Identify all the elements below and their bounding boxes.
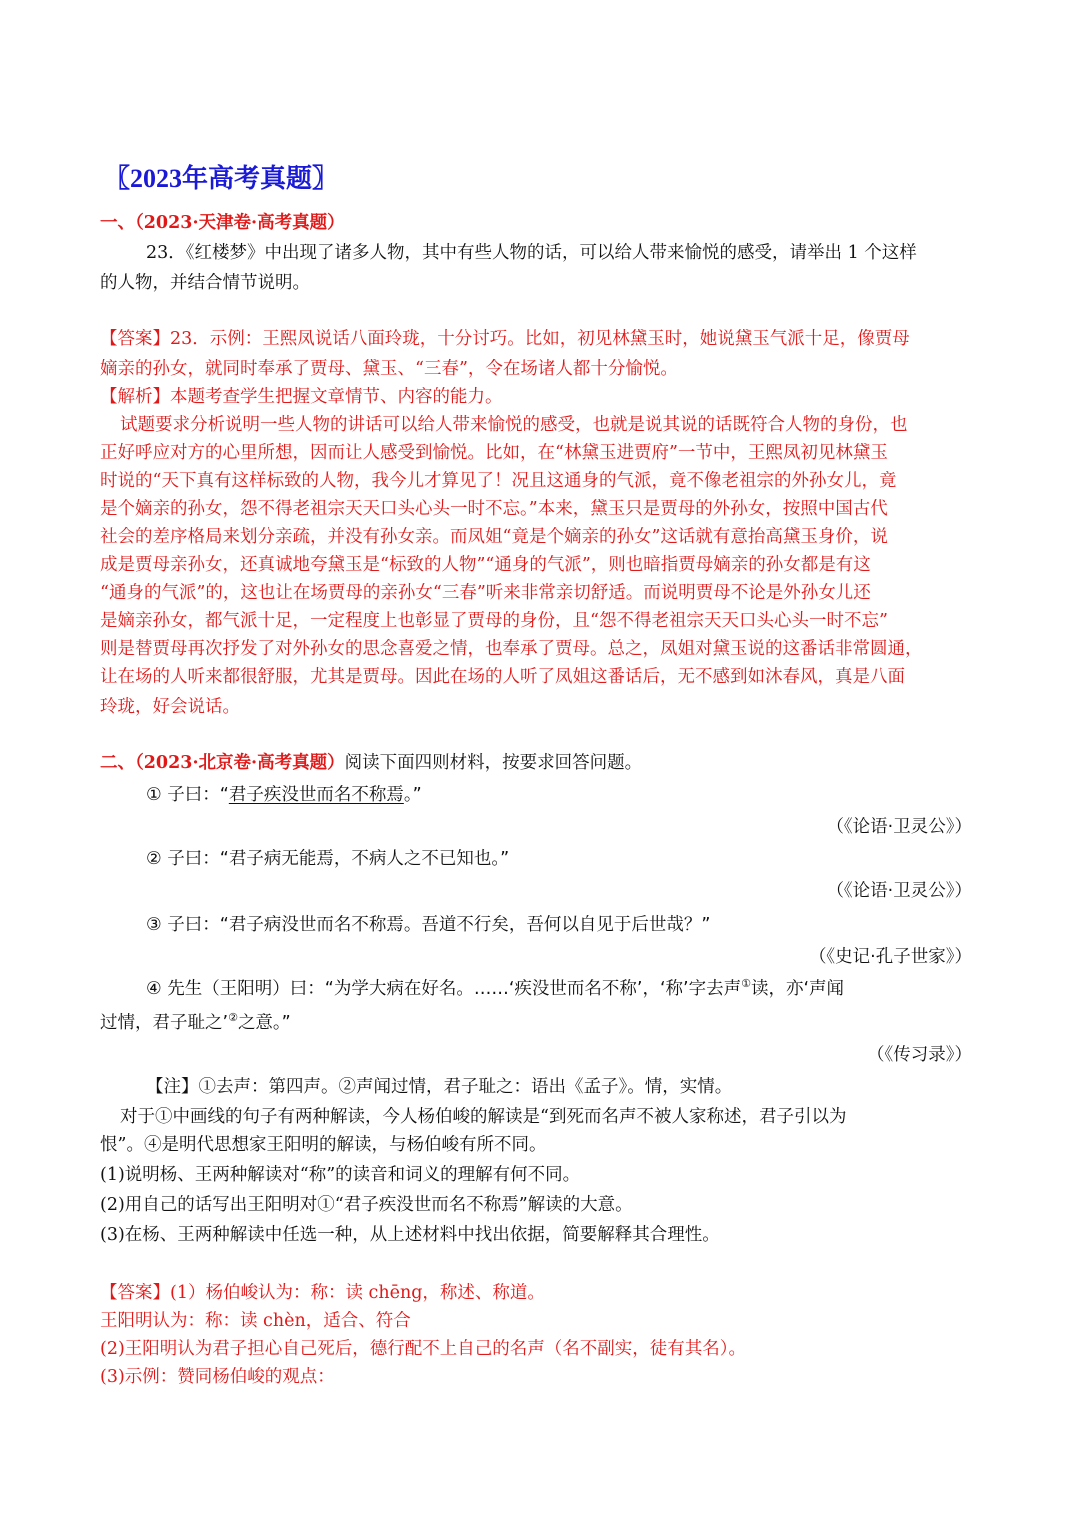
q1-analysis-line-10: 则是替贾母再次抒发了对外孙女的思念喜爱之情，也奉承了贾母。总之，凤姐对黛玉说的这番话非常圆通，: [100, 639, 923, 659]
material-4-line-1: [146, 974, 975, 1004]
q1-analysis-line-5: 是个嫡亲的孙女，怨不得老祖宗天天口头心头一时不忘。”本来，黛玉只是贾母的外孙女，按照中国古代: [100, 499, 888, 519]
material-1: [146, 780, 975, 810]
material-4-line-2: [100, 1008, 975, 1038]
q1-question-line-1: 23．《红楼梦》中出现了诸多人物，其中有些人物的话，可以给人带来愉悦的感受，请举出 1 个这样: [146, 243, 917, 263]
q1-analysis-line-1: 【解析】本题考查学生把握文章情节、内容的能力。: [100, 387, 503, 407]
material-4-source: （《传习录》）: [867, 1045, 972, 1065]
subquestion-3: (3)在杨、王两种解读中任选一种，从上述材料中找出依据，简要解释其合理性。: [100, 1225, 720, 1245]
footnote-ref-1: ①: [741, 977, 751, 991]
material-2-source: （《论语·卫灵公》）: [826, 881, 972, 901]
material-4-part-b: 读，亦‘声闻: [750, 979, 845, 999]
q1-answer-line-1: 【答案】23．示例：王熙凤说话八面玲珑，十分讨巧。比如，初见林黛玉时，她说黛玉气派十足，像贾母: [100, 329, 910, 349]
q1-analysis-line-11: 让在场的人听来都很舒服，尤其是贾母。因此在场的人听了凤姐这番话后，无不感到如沐春风，真是八面: [100, 667, 905, 687]
q1-analysis-line-9: 是嫡亲孙女，都气派十足，一定程度上也彰显了贾母的身份，且“怨不得老祖宗天天口头心头一时不忘”: [100, 611, 888, 631]
q2-answer-line-1: 【答案】(1）杨伯峻认为：称：读 chēng，称述、称道。: [100, 1283, 545, 1303]
q2-answer-line-2: 王阳明认为：称：读 chèn，适合、符合: [100, 1311, 411, 1331]
material-4-part-c: 过情，君子耻之’: [100, 1013, 229, 1033]
material-2: ② 子曰：“君子病无能焉，不病人之不已知也。”: [146, 849, 510, 869]
material-3-source: （《史记·孔子世家》）: [808, 947, 972, 967]
footnote-ref-2: ②: [228, 1011, 238, 1025]
q1-analysis-line-8: “通身的气派”的，这也让在场贾母的亲孙女“三春”听来非常亲切舒适。而说明贾母不论是外孙女儿还: [100, 583, 871, 603]
q1-label: 一、（2023·天津卷·高考真题）: [100, 213, 345, 233]
material-1-source: （《论语·卫灵公》）: [826, 817, 972, 837]
q2-para-line-2: 恨”。④是明代思想家王阳明的解读，与杨伯峻有所不同。: [100, 1135, 547, 1155]
material-4-part-d: 之意。”: [237, 1013, 291, 1033]
material-4-part-a: ④ 先生（王阳明）曰：“为学大病在好名。……‘疾没世而名不称’，‘称’字去声: [146, 979, 742, 999]
q2-para-line-1: 对于①中画线的句子有两种解读，今人杨伯峻的解读是“到死而名声不被人家称述，君子引以为: [120, 1107, 847, 1127]
subquestion-2: (2)用自己的话写出王阳明对①“君子疾没世而名不称焉”解读的大意。: [100, 1195, 633, 1215]
q1-analysis-line-3: 正好呼应对方的心里所想，因而让人感受到愉悦。比如，在“林黛玉进贾府”一节中，王熙凤初见林黛玉: [100, 443, 888, 463]
q2-intro: 阅读下面四则材料，按要求回答问题。: [344, 753, 643, 773]
section-heading: 〖2023年高考真题〗: [104, 164, 339, 193]
q1-analysis-line-6: 社会的差序格局来划分亲疏，并没有孙女亲。而凤姐“竟是个嫡亲的孙女”这话就有意抬高黛玉身价，说: [100, 527, 888, 547]
q1-analysis-line-12: 玲珑，好会说话。: [100, 697, 240, 717]
q1-answer-line-2: 嫡亲的孙女，就同时奉承了贾母、黛玉、“三春”，令在场诸人都十分愉悦。: [100, 359, 678, 379]
material-1-prefix: ① 子曰：“: [146, 785, 229, 805]
q2-label: 二、（2023·北京卷·高考真题）: [100, 753, 345, 773]
q1-analysis-line-2: 试题要求分析说明一些人物的讲话可以给人带来愉悦的感受，也就是说其说的话既符合人物的身份，也: [120, 415, 908, 435]
q2-answer-line-3: (2)王阳明认为君子担心自己死后，德行配不上自己的名声（名不副实，徒有其名）。: [100, 1339, 747, 1359]
material-3: ③ 子曰：“君子病没世而名不称焉。吾道不行矣，吾何以自见于后世哉？”: [146, 915, 711, 935]
q1-question-line-2: 的人物，并结合情节说明。: [100, 273, 310, 293]
q2-intro-line: [100, 748, 975, 778]
q1-analysis-line-7: 成是贾母亲孙女，还真诚地夸黛玉是“标致的人物”“通身的气派”，则也暗指贾母嫡亲的孙女都是有这: [100, 555, 871, 575]
material-1-suffix: 。”: [403, 785, 422, 805]
subquestion-1: (1)说明杨、王两种解读对“称”的读音和词义的理解有何不同。: [100, 1165, 581, 1185]
note: 【注】①去声：第四声。②声闻过情，君子耻之：语出《孟子》。情，实情。: [146, 1077, 733, 1097]
q2-answer-line-4: (3)示例：赞同杨伯峻的观点：: [100, 1367, 335, 1387]
q1-analysis-line-4: 时说的“天下真有这样标致的人物，我今儿才算见了！况且这通身的气派，竟不像老祖宗的外孙女儿，竟: [100, 471, 897, 491]
material-1-underlined-quote: 君子疾没世而名不称焉: [228, 785, 404, 805]
